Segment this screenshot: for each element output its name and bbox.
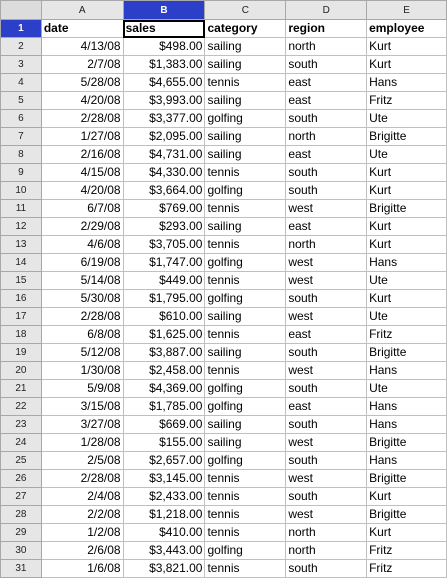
row-header[interactable]: 29 [1, 524, 42, 542]
category-cell[interactable]: tennis [205, 560, 286, 578]
column-header-e[interactable]: E [367, 1, 447, 20]
table-row [1, 560, 447, 578]
date-cell[interactable]: 4/15/08 [41, 164, 123, 182]
employee-cell[interactable]: Kurt [367, 56, 447, 74]
employee-cell[interactable]: Ute [367, 380, 447, 398]
table-header-row [1, 20, 447, 38]
sales-cell[interactable]: $2,657.00 [123, 452, 205, 470]
date-cell[interactable]: 2/2/08 [41, 506, 123, 524]
sales-cell[interactable]: $1,785.00 [123, 398, 205, 416]
category-cell[interactable]: sailing [205, 416, 286, 434]
employee-cell[interactable]: Hans [367, 254, 447, 272]
category-cell[interactable]: golfing [205, 290, 286, 308]
region-cell[interactable]: east [286, 398, 367, 416]
table-row [1, 398, 447, 416]
row-header[interactable]: 19 [1, 344, 42, 362]
date-cell[interactable]: 5/9/08 [41, 380, 123, 398]
region-cell[interactable]: north [286, 542, 367, 560]
sales-cell[interactable]: $2,433.00 [123, 488, 205, 506]
column-header-d[interactable]: D [286, 1, 367, 20]
category-cell[interactable]: golfing [205, 182, 286, 200]
employee-cell[interactable]: Kurt [367, 164, 447, 182]
region-cell[interactable]: west [286, 506, 367, 524]
row-header[interactable]: 23 [1, 416, 42, 434]
date-cell[interactable]: 2/28/08 [41, 308, 123, 326]
employee-cell[interactable]: Fritz [367, 326, 447, 344]
sales-cell[interactable]: $610.00 [123, 308, 205, 326]
date-cell[interactable]: 3/15/08 [41, 398, 123, 416]
table-row [1, 362, 447, 380]
table-row [1, 128, 447, 146]
category-cell[interactable]: tennis [205, 164, 286, 182]
date-cell[interactable]: 2/16/08 [41, 146, 123, 164]
table-row [1, 92, 447, 110]
category-cell[interactable]: sailing [205, 128, 286, 146]
category-cell[interactable]: golfing [205, 398, 286, 416]
sales-cell[interactable]: $3,377.00 [123, 110, 205, 128]
table-row [1, 524, 447, 542]
table-row [1, 290, 447, 308]
category-cell[interactable]: sailing [205, 308, 286, 326]
row-header[interactable]: 18 [1, 326, 42, 344]
row-header[interactable]: 21 [1, 380, 42, 398]
row-header[interactable]: 11 [1, 200, 42, 218]
date-cell[interactable]: 5/28/08 [41, 74, 123, 92]
date-cell[interactable]: 4/20/08 [41, 92, 123, 110]
table-row [1, 452, 447, 470]
row-header[interactable]: 3 [1, 56, 42, 74]
category-cell[interactable]: tennis [205, 470, 286, 488]
region-cell[interactable]: south [286, 344, 367, 362]
date-cell[interactable]: 2/5/08 [41, 452, 123, 470]
category-cell[interactable]: sailing [205, 56, 286, 74]
date-cell[interactable]: 2/28/08 [41, 470, 123, 488]
sales-cell[interactable]: $1,795.00 [123, 290, 205, 308]
sales-cell[interactable]: $293.00 [123, 218, 205, 236]
table-row [1, 182, 447, 200]
date-cell[interactable]: 3/27/08 [41, 416, 123, 434]
sales-cell[interactable]: $1,625.00 [123, 326, 205, 344]
employee-cell[interactable]: Ute [367, 146, 447, 164]
region-cell[interactable]: north [286, 128, 367, 146]
sales-cell[interactable]: $1,747.00 [123, 254, 205, 272]
sales-cell[interactable]: $155.00 [123, 434, 205, 452]
employee-cell[interactable]: Brigitte [367, 434, 447, 452]
sales-cell[interactable]: $4,655.00 [123, 74, 205, 92]
employee-cell[interactable]: Hans [367, 416, 447, 434]
row-header[interactable]: 22 [1, 398, 42, 416]
region-cell[interactable]: south [286, 56, 367, 74]
date-cell[interactable]: 2/4/08 [41, 488, 123, 506]
employee-cell[interactable]: Kurt [367, 218, 447, 236]
region-cell[interactable]: west [286, 308, 367, 326]
sales-cell[interactable]: $4,369.00 [123, 380, 205, 398]
employee-cell[interactable]: Fritz [367, 92, 447, 110]
region-cell[interactable]: south [286, 560, 367, 578]
row-header[interactable]: 8 [1, 146, 42, 164]
table-row [1, 254, 447, 272]
category-cell[interactable]: golfing [205, 110, 286, 128]
date-cell[interactable]: 5/12/08 [41, 344, 123, 362]
employee-cell[interactable]: Kurt [367, 236, 447, 254]
category-cell[interactable]: sailing [205, 344, 286, 362]
date-cell[interactable]: 1/28/08 [41, 434, 123, 452]
sales-cell[interactable]: $498.00 [123, 38, 205, 56]
date-cell[interactable]: 5/30/08 [41, 290, 123, 308]
row-header[interactable]: 20 [1, 362, 42, 380]
cell-e1[interactable]: employee [367, 20, 447, 38]
region-cell[interactable]: west [286, 200, 367, 218]
table-row [1, 326, 447, 344]
table-row [1, 416, 447, 434]
date-cell[interactable]: 1/27/08 [41, 128, 123, 146]
sales-cell[interactable]: $769.00 [123, 200, 205, 218]
row-header[interactable]: 14 [1, 254, 42, 272]
region-cell[interactable]: south [286, 182, 367, 200]
column-header-row [1, 1, 447, 20]
row-header[interactable]: 5 [1, 92, 42, 110]
category-cell[interactable]: tennis [205, 236, 286, 254]
region-cell[interactable]: east [286, 326, 367, 344]
table-row [1, 200, 447, 218]
employee-cell[interactable]: Ute [367, 308, 447, 326]
row-header[interactable]: 15 [1, 272, 42, 290]
table-row [1, 218, 447, 236]
date-cell[interactable]: 1/6/08 [41, 560, 123, 578]
sales-cell[interactable]: $3,821.00 [123, 560, 205, 578]
date-cell[interactable]: 4/13/08 [41, 38, 123, 56]
employee-cell[interactable]: Ute [367, 272, 447, 290]
date-cell[interactable]: 6/19/08 [41, 254, 123, 272]
employee-cell[interactable]: Ute [367, 110, 447, 128]
employee-cell[interactable]: Brigitte [367, 506, 447, 524]
cell-c1[interactable]: category [205, 20, 286, 38]
date-cell[interactable]: 5/14/08 [41, 272, 123, 290]
sales-cell[interactable]: $2,458.00 [123, 362, 205, 380]
employee-cell[interactable]: Kurt [367, 290, 447, 308]
row-header[interactable]: 28 [1, 506, 42, 524]
region-cell[interactable]: south [286, 380, 367, 398]
employee-cell[interactable]: Brigitte [367, 200, 447, 218]
table-row [1, 470, 447, 488]
date-cell[interactable]: 6/8/08 [41, 326, 123, 344]
employee-cell[interactable]: Brigitte [367, 128, 447, 146]
category-cell[interactable]: tennis [205, 362, 286, 380]
category-cell[interactable]: tennis [205, 524, 286, 542]
row-header[interactable]: 31 [1, 560, 42, 578]
row-header[interactable]: 26 [1, 470, 42, 488]
employee-cell[interactable]: Hans [367, 452, 447, 470]
row-header[interactable]: 9 [1, 164, 42, 182]
sales-cell[interactable]: $449.00 [123, 272, 205, 290]
row-header[interactable]: 12 [1, 218, 42, 236]
category-cell[interactable]: sailing [205, 218, 286, 236]
table-row [1, 308, 447, 326]
employee-cell[interactable]: Hans [367, 398, 447, 416]
table-row [1, 506, 447, 524]
region-cell[interactable]: south [286, 164, 367, 182]
table-row [1, 74, 447, 92]
column-header-c[interactable]: C [205, 1, 286, 20]
date-cell[interactable]: 2/28/08 [41, 110, 123, 128]
row-header[interactable]: 13 [1, 236, 42, 254]
sales-cell[interactable]: $2,095.00 [123, 128, 205, 146]
sales-cell[interactable]: $3,705.00 [123, 236, 205, 254]
row-header[interactable]: 24 [1, 434, 42, 452]
row-header[interactable]: 17 [1, 308, 42, 326]
region-cell[interactable]: north [286, 38, 367, 56]
table-row [1, 38, 447, 56]
table-row [1, 236, 447, 254]
sales-cell[interactable]: $4,731.00 [123, 146, 205, 164]
region-cell[interactable]: west [286, 362, 367, 380]
sales-cell[interactable]: $410.00 [123, 524, 205, 542]
date-cell[interactable]: 2/6/08 [41, 542, 123, 560]
region-cell[interactable]: west [286, 434, 367, 452]
region-cell[interactable]: south [286, 416, 367, 434]
table-row [1, 344, 447, 362]
category-cell[interactable]: tennis [205, 272, 286, 290]
employee-cell[interactable]: Kurt [367, 182, 447, 200]
category-cell[interactable]: golfing [205, 542, 286, 560]
date-cell[interactable]: 4/6/08 [41, 236, 123, 254]
table-row [1, 146, 447, 164]
region-cell[interactable]: east [286, 218, 367, 236]
category-cell[interactable]: golfing [205, 254, 286, 272]
employee-cell[interactable]: Brigitte [367, 344, 447, 362]
table-row [1, 110, 447, 128]
sales-cell[interactable]: $669.00 [123, 416, 205, 434]
category-cell[interactable]: sailing [205, 146, 286, 164]
employee-cell[interactable]: Hans [367, 362, 447, 380]
table-row [1, 380, 447, 398]
region-cell[interactable]: east [286, 92, 367, 110]
row-header[interactable]: 1 [1, 20, 42, 38]
table-row [1, 56, 447, 74]
category-cell[interactable]: tennis [205, 200, 286, 218]
sales-cell[interactable]: $3,145.00 [123, 470, 205, 488]
row-header[interactable]: 2 [1, 38, 42, 56]
region-cell[interactable]: north [286, 524, 367, 542]
employee-cell[interactable]: Brigitte [367, 470, 447, 488]
column-header-a[interactable]: A [41, 1, 123, 20]
category-cell[interactable]: sailing [205, 434, 286, 452]
sales-cell[interactable]: $3,664.00 [123, 182, 205, 200]
row-header[interactable]: 7 [1, 128, 42, 146]
category-cell[interactable]: golfing [205, 452, 286, 470]
cell-a1[interactable]: date [41, 20, 123, 38]
region-cell[interactable]: south [286, 110, 367, 128]
category-cell[interactable]: tennis [205, 326, 286, 344]
date-cell[interactable]: 2/29/08 [41, 218, 123, 236]
category-cell[interactable]: tennis [205, 488, 286, 506]
row-header[interactable]: 25 [1, 452, 42, 470]
row-header[interactable]: 10 [1, 182, 42, 200]
sales-cell[interactable]: $3,887.00 [123, 344, 205, 362]
category-cell[interactable]: sailing [205, 38, 286, 56]
sales-cell[interactable]: $3,993.00 [123, 92, 205, 110]
row-header[interactable]: 30 [1, 542, 42, 560]
region-cell[interactable]: east [286, 74, 367, 92]
employee-cell[interactable]: Fritz [367, 560, 447, 578]
region-cell[interactable]: south [286, 290, 367, 308]
region-cell[interactable]: south [286, 452, 367, 470]
table-row [1, 434, 447, 452]
cell-b1-selected[interactable]: sales [123, 20, 205, 38]
row-header[interactable]: 27 [1, 488, 42, 506]
row-header[interactable]: 4 [1, 74, 42, 92]
sales-cell[interactable]: $1,383.00 [123, 56, 205, 74]
category-cell[interactable]: tennis [205, 74, 286, 92]
row-header[interactable]: 6 [1, 110, 42, 128]
category-cell[interactable]: sailing [205, 92, 286, 110]
row-header[interactable]: 16 [1, 290, 42, 308]
table-row [1, 542, 447, 560]
employee-cell[interactable]: Kurt [367, 38, 447, 56]
date-cell[interactable]: 1/30/08 [41, 362, 123, 380]
region-cell[interactable]: south [286, 488, 367, 506]
date-cell[interactable]: 4/20/08 [41, 182, 123, 200]
region-cell[interactable]: west [286, 272, 367, 290]
table-row [1, 272, 447, 290]
date-cell[interactable]: 1/2/08 [41, 524, 123, 542]
table-row [1, 164, 447, 182]
sales-cell[interactable]: $1,218.00 [123, 506, 205, 524]
region-cell[interactable]: north [286, 236, 367, 254]
region-cell[interactable]: west [286, 470, 367, 488]
date-cell[interactable]: 2/7/08 [41, 56, 123, 74]
sales-cell[interactable]: $4,330.00 [123, 164, 205, 182]
employee-cell[interactable]: Kurt [367, 524, 447, 542]
employee-cell[interactable]: Fritz [367, 542, 447, 560]
employee-cell[interactable]: Hans [367, 74, 447, 92]
region-cell[interactable]: east [286, 146, 367, 164]
category-cell[interactable]: golfing [205, 380, 286, 398]
date-cell[interactable]: 6/7/08 [41, 200, 123, 218]
region-cell[interactable]: west [286, 254, 367, 272]
select-all-corner[interactable] [1, 1, 42, 20]
category-cell[interactable]: tennis [205, 506, 286, 524]
employee-cell[interactable]: Kurt [367, 488, 447, 506]
table-row [1, 488, 447, 506]
column-header-b[interactable]: B [123, 1, 205, 20]
sales-cell[interactable]: $3,443.00 [123, 542, 205, 560]
cell-d1[interactable]: region [286, 20, 367, 38]
